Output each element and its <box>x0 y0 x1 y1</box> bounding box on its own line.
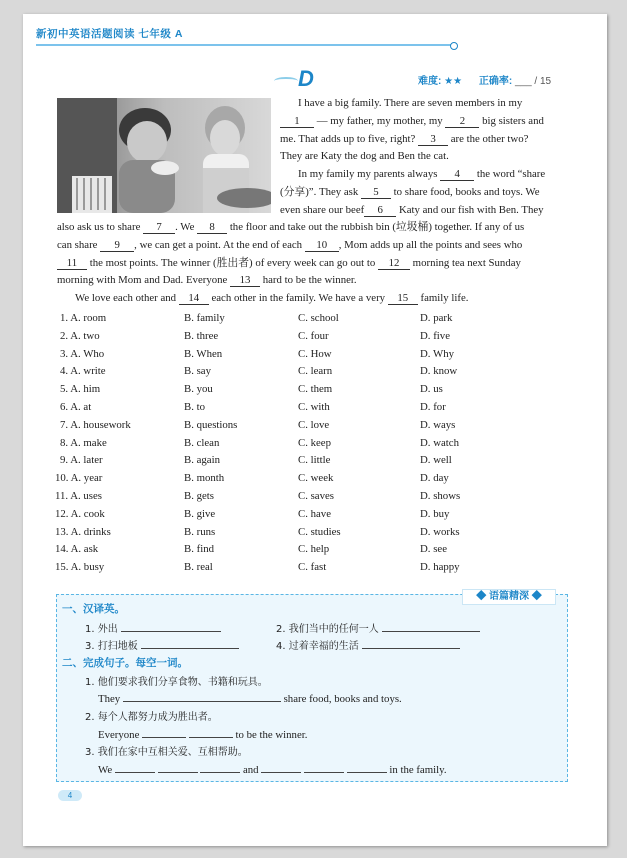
option-d[interactable]: D. ways <box>420 418 456 431</box>
option-a[interactable]: 2. A. two <box>60 329 100 342</box>
p2-text: even share our beef <box>280 203 365 216</box>
blank-14[interactable]: 14 <box>179 292 209 305</box>
option-d[interactable]: D. shows <box>420 489 461 502</box>
q-text: 2. 我们当中的任何一人 <box>276 624 379 635</box>
option-c[interactable]: C. school <box>298 312 339 324</box>
option-c[interactable]: C. help <box>298 543 330 556</box>
option-d[interactable]: D. day <box>420 472 449 485</box>
answer-line[interactable] <box>123 690 281 702</box>
answer-line[interactable] <box>362 637 460 649</box>
paragraph-1 <box>280 95 568 220</box>
p2-text: , Mom adds up all the points and sees who <box>338 238 523 251</box>
option-a[interactable]: 5. A. him <box>60 383 101 396</box>
blank-11[interactable]: 11 <box>57 257 87 270</box>
option-d[interactable]: D. for <box>420 400 446 413</box>
header-rule <box>36 44 456 46</box>
option-d[interactable]: D. see <box>420 543 447 556</box>
answer-line[interactable] <box>200 761 240 773</box>
p3-line-1 <box>57 290 568 308</box>
p2-text: also ask us to share <box>57 221 141 233</box>
option-d[interactable]: D. park <box>420 312 453 324</box>
p1-line-4: They are Katy the dog and Ben the cat. <box>280 150 449 163</box>
passage-letter-mark <box>274 66 322 91</box>
p2-text: morning tea next Sunday <box>412 256 521 269</box>
blank-13[interactable]: 13 <box>230 274 260 287</box>
option-b[interactable]: B. again <box>184 454 220 467</box>
option-a[interactable]: 3. A. Who <box>60 347 105 360</box>
sentence-2-prompt: 2. 每个人都努力成为胜出者。 <box>85 712 218 723</box>
p1-line-3 <box>280 131 568 149</box>
p2-text: the most points. The winner (胜出者) of every week can go out to <box>89 256 376 269</box>
sentence-1-prompt: 1. 他们要求我们分享食物、书籍和玩具。 <box>85 677 268 688</box>
s-text: in the family. <box>389 764 447 776</box>
p2-text: to share food, books and toys. We <box>393 185 540 198</box>
option-c[interactable]: C. keep <box>298 436 331 449</box>
blank-4[interactable]: 4 <box>440 168 474 181</box>
p2-line-4 <box>57 219 568 237</box>
p2-text: . We <box>175 221 195 233</box>
option-c[interactable]: C. How <box>298 347 332 360</box>
answer-line[interactable] <box>382 620 480 632</box>
option-d[interactable]: D. know <box>420 365 458 378</box>
option-a[interactable]: 10. A. year <box>55 472 103 485</box>
option-d[interactable]: D. well <box>420 454 452 467</box>
blank-3[interactable]: 3 <box>418 133 448 146</box>
option-d[interactable]: D. five <box>420 329 450 342</box>
answer-line[interactable] <box>142 726 186 738</box>
option-d[interactable]: D. us <box>420 383 443 396</box>
difficulty-label: 难度: <box>418 76 442 87</box>
p1-line-1: I have a big family. There are seven members in my <box>298 97 523 109</box>
option-c[interactable]: C. week <box>298 472 334 485</box>
answer-line[interactable] <box>304 761 344 773</box>
answer-line[interactable] <box>141 637 239 649</box>
option-a[interactable]: 9. A. later <box>60 454 103 467</box>
s-text: and <box>242 764 259 776</box>
blank-15[interactable]: 15 <box>388 292 418 305</box>
option-a[interactable]: 4. A. write <box>60 365 106 378</box>
option-b[interactable]: B. find <box>184 543 214 556</box>
option-b[interactable]: B. When <box>184 347 223 360</box>
option-a[interactable]: 6. A. at <box>60 400 92 413</box>
option-c[interactable]: C. with <box>298 400 330 413</box>
difficulty-meta <box>418 72 551 87</box>
option-a[interactable]: 14. A. ask <box>55 543 99 556</box>
p2-text: , we can get a point. At the end of each <box>134 238 303 251</box>
option-b[interactable]: B. say <box>184 365 211 378</box>
blank-1[interactable]: 1 <box>280 115 314 128</box>
p2-text: can share <box>57 238 98 251</box>
page-number: 4 <box>58 790 82 801</box>
p2-text: morning with Mom and Dad. Everyone <box>57 274 228 287</box>
p2-line-6 <box>57 255 568 273</box>
answer-line[interactable] <box>158 761 198 773</box>
p1-text: big sisters and <box>482 114 544 127</box>
blank-5[interactable]: 5 <box>361 186 391 199</box>
option-c[interactable]: C. fast <box>298 561 327 574</box>
s-text: They <box>98 693 121 705</box>
option-d[interactable]: D. Why <box>420 347 454 360</box>
option-c[interactable]: C. little <box>298 454 331 467</box>
p2-text: (分享)”. They ask <box>280 185 359 198</box>
section-heading-translate: 一、汉译英。 <box>62 603 125 615</box>
blank-12[interactable]: 12 <box>378 257 410 270</box>
translate-q3 <box>85 637 239 652</box>
option-c[interactable]: C. saves <box>298 489 334 502</box>
option-a[interactable]: 13. A. drinks <box>55 525 111 538</box>
option-d[interactable]: D. buy <box>420 507 450 520</box>
answer-line[interactable] <box>347 761 387 773</box>
sentence-3-answer <box>98 761 447 776</box>
paragraph-2-continued <box>57 219 568 308</box>
option-a[interactable]: 8. A. make <box>60 436 107 449</box>
passage-letter: D <box>298 66 314 91</box>
q-text: 3. 打扫地板 <box>85 641 138 652</box>
option-d[interactable]: D. watch <box>420 436 459 449</box>
sentence-2-answer <box>98 726 307 741</box>
s-text: share food, books and toys. <box>283 693 402 705</box>
swoosh-icon <box>274 77 298 85</box>
option-b[interactable]: B. real <box>184 561 213 574</box>
s-text: We <box>98 764 113 776</box>
translate-q4 <box>276 637 460 652</box>
option-a[interactable]: 12. A. cook <box>55 507 105 520</box>
option-a[interactable]: 7. A. housework <box>60 418 131 431</box>
sentence-3-prompt: 3. 我们在家中互相关爱、互相帮助。 <box>85 747 248 758</box>
q-text: 4. 过着幸福的生活 <box>276 641 359 652</box>
p1-line-2 <box>280 113 568 131</box>
option-b[interactable]: B. give <box>184 507 216 520</box>
p3-text: each other in the family. We have a very <box>211 292 386 305</box>
p2-line-3 <box>280 202 568 220</box>
blank-8[interactable]: 8 <box>197 221 227 234</box>
option-d[interactable]: D. works <box>420 525 460 538</box>
section-heading-complete: 二、完成句子。每空一词。 <box>62 657 188 669</box>
option-b[interactable]: B. you <box>184 383 213 396</box>
option-b[interactable]: B. runs <box>184 525 216 538</box>
p1-text: are the other two? <box>450 132 529 145</box>
option-c[interactable]: C. them <box>298 383 333 396</box>
option-c[interactable]: C. four <box>298 329 329 342</box>
option-c[interactable]: C. have <box>298 507 331 520</box>
blank-7[interactable]: 7 <box>143 221 175 234</box>
section-tag: ◆ 语篇精深 ◆ <box>462 589 556 605</box>
answer-line[interactable] <box>121 620 221 632</box>
option-d[interactable]: D. happy <box>420 561 460 574</box>
q-text: 1. 外出 <box>85 624 118 635</box>
p2-line-7 <box>57 272 568 290</box>
option-c[interactable]: C. studies <box>298 525 341 538</box>
option-c[interactable]: C. love <box>298 418 330 431</box>
answer-line[interactable] <box>261 761 301 773</box>
p2-text: Katy and our fish with Ben. They <box>398 203 544 216</box>
header-title: 新初中英语活题阅读 七年级 A <box>36 28 183 40</box>
translate-q2 <box>276 620 480 635</box>
p2-text: hard to be the winner. <box>262 274 357 287</box>
p2-line-5 <box>57 237 568 255</box>
p3-text: family life. <box>420 292 469 305</box>
s-text: to be the winner. <box>235 729 308 741</box>
blank-10[interactable]: 10 <box>305 239 339 252</box>
p2-line-1 <box>280 166 568 184</box>
answer-line[interactable] <box>115 761 155 773</box>
p2-text: the word “share <box>476 168 546 181</box>
option-b[interactable]: B. clean <box>184 436 220 449</box>
option-a[interactable]: 11. A. uses <box>55 489 102 502</box>
blank-6[interactable]: 6 <box>364 204 396 217</box>
header-circle-icon <box>450 42 458 50</box>
translate-q1 <box>85 620 221 635</box>
accuracy-label: 正确率: <box>478 76 513 87</box>
option-a[interactable]: 15. A. busy <box>55 561 105 574</box>
p3-text: We love each other and <box>75 292 177 305</box>
p2-text: In my family my parents always <box>298 168 438 181</box>
option-b[interactable]: B. three <box>184 329 219 342</box>
sentence-1-answer <box>98 690 402 705</box>
blank-2[interactable]: 2 <box>445 115 479 128</box>
answer-line[interactable] <box>189 726 233 738</box>
option-b[interactable]: B. to <box>184 400 205 413</box>
p2-line-2 <box>280 184 568 202</box>
p1-text: me. That adds up to five, right? <box>280 132 416 145</box>
option-c[interactable]: C. learn <box>298 365 333 378</box>
p2-text: the floor and take out the rubbish bin (垃圾桶) together. If any of us <box>229 221 525 233</box>
option-b[interactable]: B. gets <box>184 489 214 502</box>
option-b[interactable]: B. family <box>184 312 225 324</box>
blank-9[interactable]: 9 <box>100 239 134 252</box>
accuracy-value: ___ / 15 <box>514 76 552 87</box>
p1-text: — my father, my mother, my <box>316 114 443 127</box>
s-text: Everyone <box>98 729 140 741</box>
children-washing-dishes-photo <box>57 98 271 213</box>
option-a[interactable]: 1. A. room <box>60 312 107 324</box>
difficulty-stars-icon: ★★ <box>444 76 463 87</box>
option-b[interactable]: B. month <box>184 472 225 485</box>
option-b[interactable]: B. questions <box>184 418 238 431</box>
